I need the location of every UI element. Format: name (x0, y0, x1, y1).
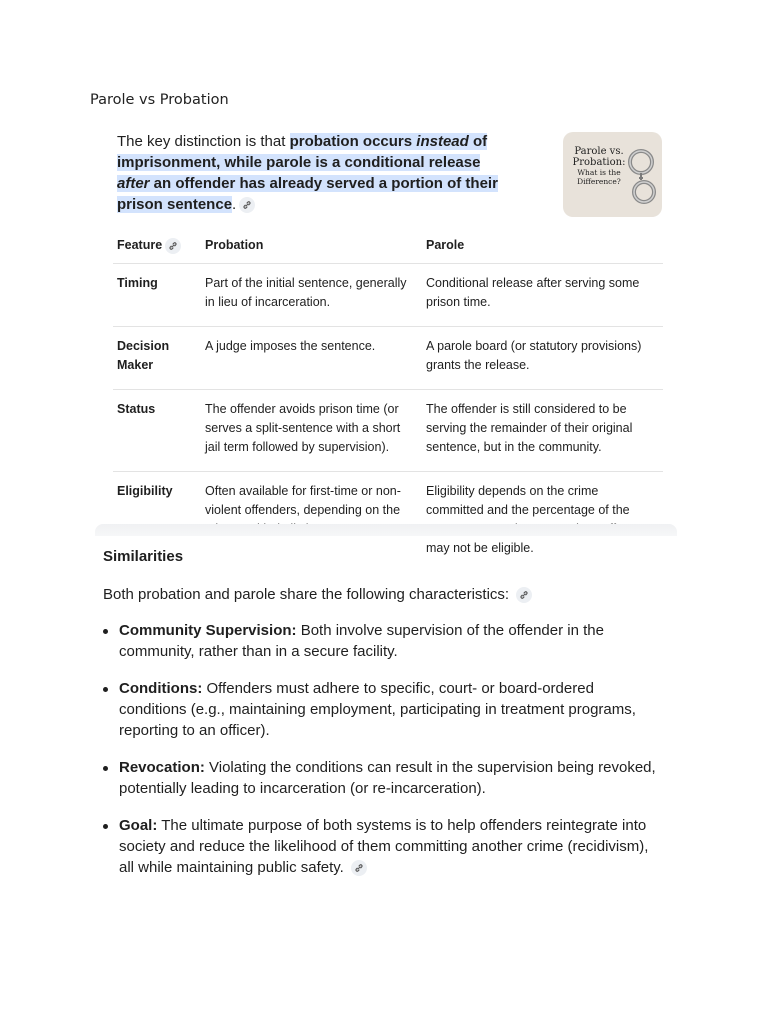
item-term: Revocation: (119, 759, 205, 776)
similarities-list (103, 620, 663, 894)
similarities-heading: Similarities (103, 548, 184, 565)
item-term: Community Supervision: (119, 622, 297, 639)
list-item (103, 620, 663, 662)
summary-paragraph: The key distinction is that probation occurs instead of imprisonment, while parole is a conditional release after an offender has already served a portion of their prison sentence. (117, 133, 498, 213)
table-scroll-edge (95, 524, 677, 536)
list-item (103, 757, 663, 799)
parole-cell: Eligibility depends on the crime committed and the percentage of the may not be eligible. (422, 472, 663, 573)
link-icon[interactable] (239, 197, 255, 213)
link-icon[interactable] (351, 860, 367, 876)
probation-cell: Often available for first-time or non-violent offenders, depending on the (201, 472, 422, 573)
header-parole: Parole (426, 238, 465, 252)
parole-cell: The offender is still considered to be serving the remainder of their original sentence, but in the community. (422, 390, 663, 472)
probation-cell: The offender avoids prison time (or serves a split-sentence with a short jail term followed by supervision). (201, 390, 422, 472)
table-row (113, 472, 663, 573)
feature-cell: Eligibility (113, 472, 201, 573)
feature-cell: Status (113, 390, 201, 472)
table-row (113, 264, 663, 327)
source-thumbnail[interactable] (563, 132, 662, 217)
item-text: The ultimate purpose of both systems is to help offenders reintegrate into society and reduce the likelihood of them committing another crime (recidivism), all while maintaining public safety. (119, 817, 649, 876)
table-row (113, 327, 663, 390)
feature-cell: Decision Maker (113, 327, 201, 390)
parole-cell: Conditional release after serving some prison time. (422, 264, 663, 327)
handcuffs-icon (624, 140, 660, 206)
probation-cell: Part of the initial sentence, generally in lieu of incarceration. (201, 264, 422, 327)
parole-cell: A parole board (or statutory provisions) grants the release. (422, 327, 663, 390)
header-feature: Feature (113, 228, 201, 264)
list-item (103, 815, 663, 878)
link-icon[interactable] (516, 587, 532, 603)
item-text: Offenders must adhere to specific, court- or board-ordered conditions (e.g., maintaining employment, participating in treatment programs, reporting to an officer). (119, 680, 636, 739)
highlighted-answer: probation occurs instead of imprisonment, while parole is a conditional release after an offender has already served a portion of their prison sentence (117, 133, 498, 213)
feature-cell: Timing (113, 264, 201, 327)
thumbnail-caption: Parole vs. Probation: What is the Difference? (572, 146, 626, 186)
probation-cell: A judge imposes the sentence. (201, 327, 422, 390)
item-term: Goal: (119, 817, 158, 834)
page-title: Parole vs Probation (90, 92, 229, 108)
item-text: Both involve supervision of the offender in the community, rather than in a secure facility. (119, 622, 604, 660)
table-header-row (113, 228, 663, 264)
item-term: Conditions: (119, 680, 203, 697)
item-text: Violating the conditions can result in the supervision being revoked, potentially leading to incarceration (or re-incarceration). (119, 759, 656, 797)
list-item (103, 678, 663, 741)
similarities-intro: Both probation and parole share the following characteristics: (103, 584, 532, 605)
header-probation: Probation (205, 238, 264, 252)
comparison-table (113, 228, 663, 572)
link-icon[interactable] (165, 238, 181, 254)
table-row (113, 390, 663, 472)
intro-lead: The key distinction is that (117, 133, 290, 150)
